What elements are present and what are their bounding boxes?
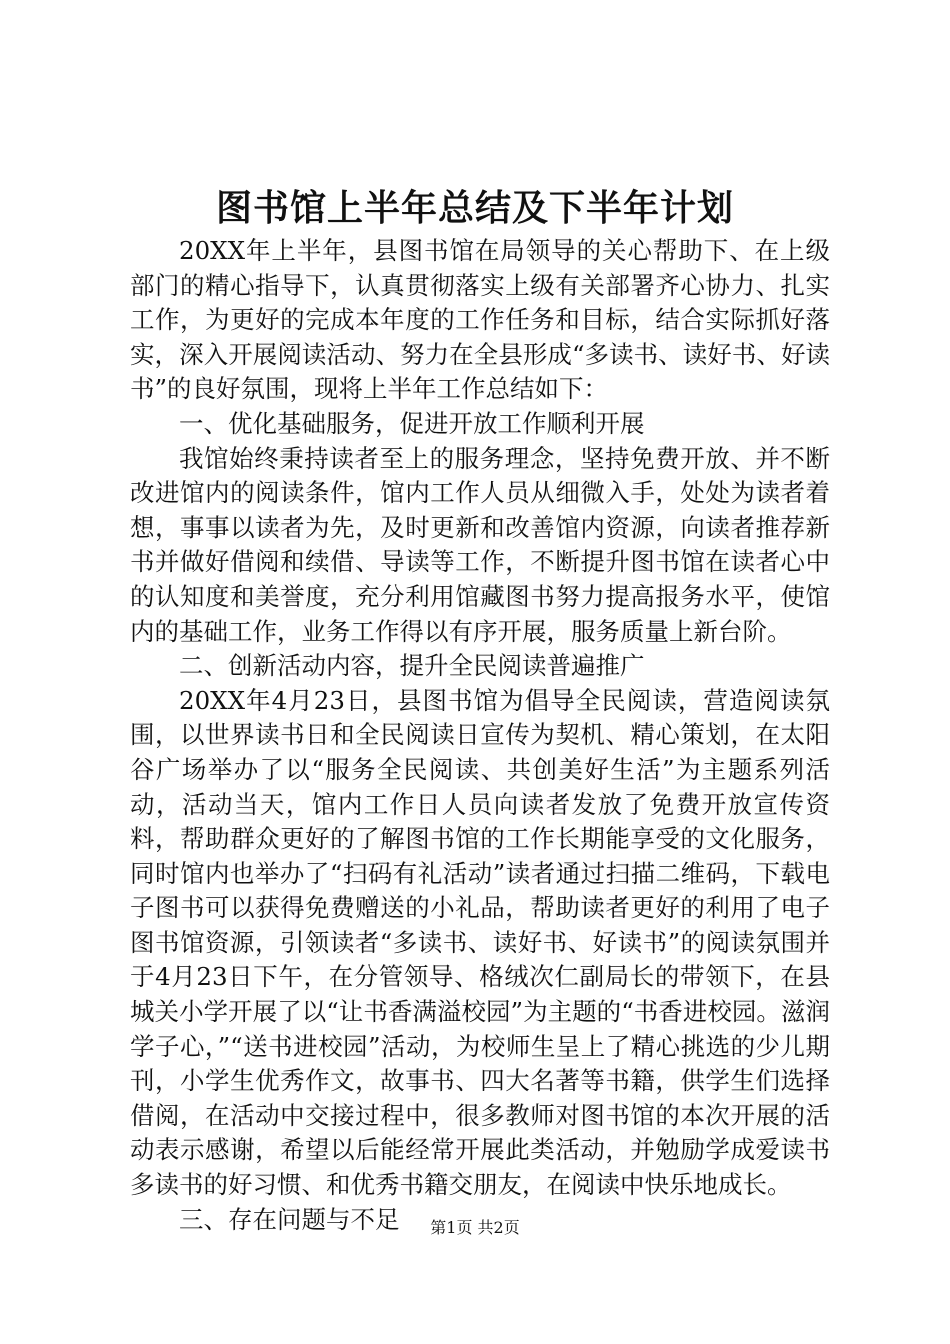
section-heading-1: 一、优化基础服务，促进开放工作顺利开展 <box>179 408 645 438</box>
document-body <box>130 234 830 1237</box>
section-heading-2: 二、创新活动内容，提升全民阅读普遍推广 <box>179 651 645 681</box>
paragraph-section-1: 我馆始终秉持读者至上的服务理念，坚持免费开放、并不断改进馆内的阅读条件，馆内工作人员从细微入手，处处为读者着想，事事以读者为先，及时更新和改善馆内资源，向读者推荐新书并做好借阅和续借、导读等工作，不断提升图书馆在读者心中的认知度和美誉度，充分利用馆藏图书努力提高报务水平，使馆内的基础工作，业务工作得以有序开展，服务质量上新台阶。 <box>130 443 830 646</box>
section-heading-3: 三、存在问题与不足 <box>179 1204 400 1234</box>
paragraph-section-2: 20XX年4月23日，县图书馆为倡导全民阅读，营造阅读氛围，以世界读书日和全民阅读日宣传为契机、精心策划，在太阳谷广场举办了以“服务全民阅读、共创美好生活”为主题系列活动，活动当天，馆内工作日人员向读者发放了免费开放宣传资料，帮助群众更好的了解图书馆的工作长期能享受的文化服务，同时馆内也举办了“扫码有礼活动”读者通过扫描二维码，下载电子图书可以获得免费赠送的小礼品，帮助读者更好的利用了电子图书馆资源，引领读者“多读书、读好书、好读书”的阅读氛围并于4月23日下午，在分管领导、格绒次仁副局长的带领下，在县城关小学开展了以“让书香满溢校园”为主题的“书香进校园。滋润学子心，”“送书进校园”活动，为校师生呈上了精心挑选的少儿期刊，小学生优秀作文，故事书、四大名著等书籍，供学生们选择借阅，在活动中交接过程中，很多教师对图书馆的本次开展的活动表示感谢，希望以后能经常开展此类活动，并勉励学成爱读书多读书的好习惯、和优秀书籍交朋友，在阅读中快乐地成长。 <box>130 685 830 1200</box>
paragraph-intro: 20XX年上半年，县图书馆在局领导的关心帮助下、在上级部门的精心指导下，认真贯彻落实上级有关部署齐心协力、扎实工作，为更好的完成本年度的工作任务和目标，结合实际抓好落实，深入开展阅读活动、努力在全县形成“多读书、读好书、好读书”的良好氛围，现将上半年工作总结如下： <box>130 236 830 404</box>
page-footer: 第1页 共2页 <box>430 1218 520 1237</box>
document-title: 图书馆上半年总结及下半年计划 <box>215 187 734 229</box>
